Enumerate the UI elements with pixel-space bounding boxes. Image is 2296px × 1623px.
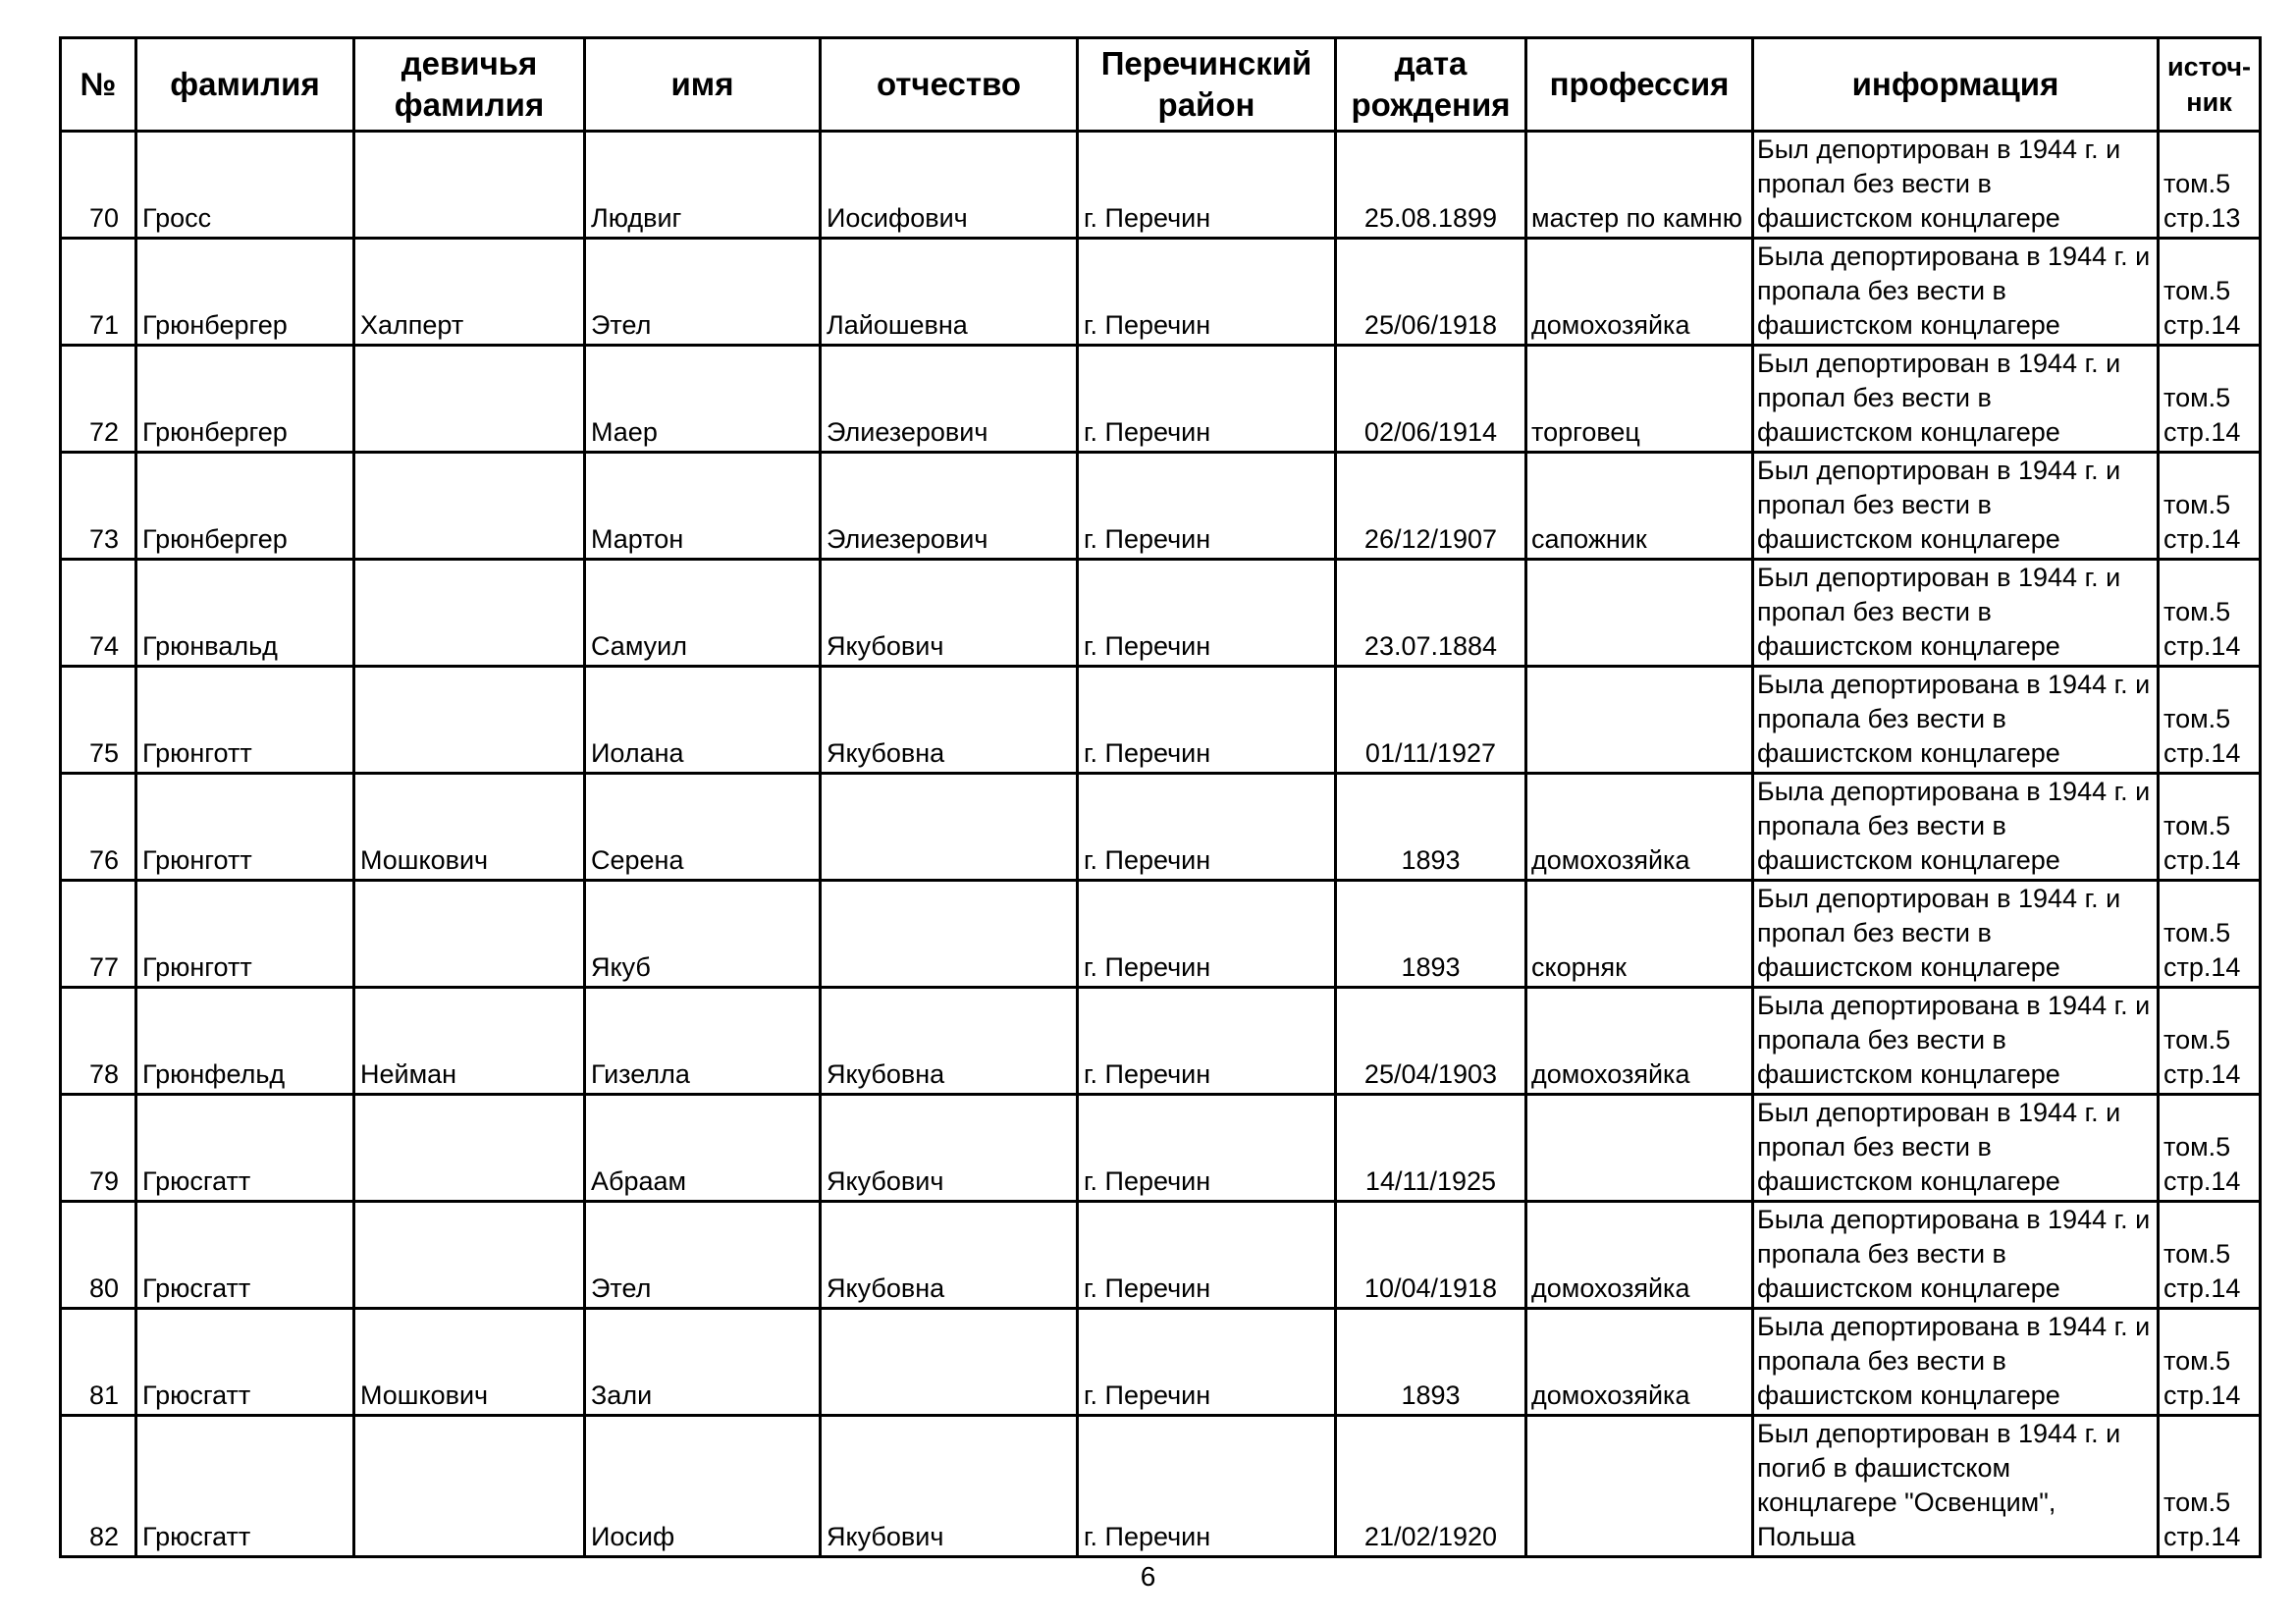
source-page: стр.14 — [2163, 524, 2241, 554]
header-maiden-line2: фамилия — [394, 86, 545, 123]
cell-patronymic — [821, 881, 1078, 988]
cell-patronymic: Иосифович — [821, 132, 1078, 239]
cell-patronymic: Элиезерович — [821, 346, 1078, 453]
header-district-line1: Перечинский — [1100, 45, 1312, 81]
source-volume: том.5 — [2163, 597, 2231, 626]
cell-district: г. Перечин — [1078, 988, 1336, 1095]
table-row — [61, 132, 2261, 239]
source-volume: том.5 — [2163, 704, 2231, 733]
table-row — [61, 881, 2261, 988]
source-volume: том.5 — [2163, 1239, 2231, 1269]
source-page: стр.14 — [2163, 310, 2241, 340]
cell-maiden-name — [354, 560, 585, 667]
cell-name: Людвиг — [585, 132, 821, 239]
cell-profession: домохозяйка — [1526, 988, 1753, 1095]
source-volume: том.5 — [2163, 276, 2231, 305]
cell-profession — [1526, 560, 1753, 667]
cell-information: Был депортирован в 1944 г. и пропал без вести в фашистском концлагере — [1753, 132, 2159, 239]
cell-district: г. Перечин — [1078, 132, 1336, 239]
cell-birth-date: 25/04/1903 — [1336, 988, 1526, 1095]
cell-information: Была депортирована в 1944 г. и пропала без вести в фашистском концлагере — [1753, 1309, 2159, 1416]
cell-district: г. Перечин — [1078, 346, 1336, 453]
cell-maiden-name — [354, 1202, 585, 1309]
cell-birth-date: 01/11/1927 — [1336, 667, 1526, 774]
cell-name: Этел — [585, 1202, 821, 1309]
table-row — [61, 1202, 2261, 1309]
cell-district: г. Перечин — [1078, 453, 1336, 560]
cell-birth-date: 21/02/1920 — [1336, 1416, 1526, 1557]
cell-source — [2159, 667, 2261, 774]
cell-patronymic: Якубовна — [821, 667, 1078, 774]
cell-maiden-name: Халперт — [354, 239, 585, 346]
cell-source — [2159, 239, 2261, 346]
cell-information: Была депортирована в 1944 г. и пропала без вести в фашистском концлагере — [1753, 239, 2159, 346]
header-source — [2159, 38, 2261, 132]
cell-birth-date: 23.07.1884 — [1336, 560, 1526, 667]
cell-num: 82 — [61, 1416, 136, 1557]
cell-surname: Грюнвальд — [136, 560, 354, 667]
cell-source — [2159, 132, 2261, 239]
cell-maiden-name — [354, 881, 585, 988]
cell-source — [2159, 1095, 2261, 1202]
cell-num: 81 — [61, 1309, 136, 1416]
cell-name: Иосиф — [585, 1416, 821, 1557]
cell-num: 72 — [61, 346, 136, 453]
header-source-line2: ник — [2186, 87, 2232, 117]
header-row — [61, 38, 2261, 132]
cell-birth-date: 02/06/1914 — [1336, 346, 1526, 453]
cell-num: 70 — [61, 132, 136, 239]
cell-surname: Грюнбергер — [136, 346, 354, 453]
cell-profession: сапожник — [1526, 453, 1753, 560]
cell-name: Серена — [585, 774, 821, 881]
cell-information: Была депортирована в 1944 г. и пропала без вести в фашистском концлагере — [1753, 667, 2159, 774]
cell-patronymic: Элиезерович — [821, 453, 1078, 560]
cell-profession: домохозяйка — [1526, 1202, 1753, 1309]
cell-surname: Грюсгатт — [136, 1095, 354, 1202]
cell-patronymic: Якубовна — [821, 1202, 1078, 1309]
source-volume: том.5 — [2163, 169, 2231, 198]
source-page: стр.14 — [2163, 952, 2241, 982]
cell-information: Был депортирован в 1944 г. и пропал без вести в фашистском концлагере — [1753, 881, 2159, 988]
cell-information: Был депортирован в 1944 г. и пропал без вести в фашистском концлагере — [1753, 453, 2159, 560]
cell-profession — [1526, 1095, 1753, 1202]
source-page: стр.14 — [2163, 845, 2241, 875]
table-row — [61, 988, 2261, 1095]
cell-name: Маер — [585, 346, 821, 453]
cell-maiden-name — [354, 453, 585, 560]
header-patronymic: отчество — [821, 38, 1078, 132]
header-profession: профессия — [1526, 38, 1753, 132]
cell-profession: торговец — [1526, 346, 1753, 453]
cell-district: г. Перечин — [1078, 239, 1336, 346]
table-row — [61, 667, 2261, 774]
cell-birth-date: 14/11/1925 — [1336, 1095, 1526, 1202]
cell-information: Был депортирован в 1944 г. и погиб в фашистском концлагере "Освенцим", Польша — [1753, 1416, 2159, 1557]
cell-surname: Грюнбергер — [136, 239, 354, 346]
cell-information: Была депортирована в 1944 г. и пропала без вести в фашистском концлагере — [1753, 1202, 2159, 1309]
cell-maiden-name: Мошкович — [354, 1309, 585, 1416]
source-volume: том.5 — [2163, 1025, 2231, 1055]
cell-birth-date: 25.08.1899 — [1336, 132, 1526, 239]
cell-surname: Грюнготт — [136, 667, 354, 774]
source-page: стр.14 — [2163, 738, 2241, 768]
source-page: стр.14 — [2163, 1166, 2241, 1196]
source-volume: том.5 — [2163, 490, 2231, 519]
cell-district: г. Перечин — [1078, 667, 1336, 774]
cell-maiden-name: Нейман — [354, 988, 585, 1095]
cell-profession: домохозяйка — [1526, 774, 1753, 881]
cell-birth-date: 10/04/1918 — [1336, 1202, 1526, 1309]
cell-patronymic: Якубович — [821, 560, 1078, 667]
victims-table — [59, 36, 2262, 1558]
cell-patronymic: Лайошевна — [821, 239, 1078, 346]
cell-source — [2159, 560, 2261, 667]
source-page: стр.14 — [2163, 1380, 2241, 1410]
cell-name: Якуб — [585, 881, 821, 988]
cell-name: Зали — [585, 1309, 821, 1416]
cell-maiden-name — [354, 346, 585, 453]
cell-district: г. Перечин — [1078, 774, 1336, 881]
cell-source — [2159, 774, 2261, 881]
cell-name: Этел — [585, 239, 821, 346]
table-row — [61, 239, 2261, 346]
cell-num: 77 — [61, 881, 136, 988]
cell-name: Иолана — [585, 667, 821, 774]
source-page: стр.14 — [2163, 631, 2241, 661]
cell-profession: домохозяйка — [1526, 239, 1753, 346]
page-number: 6 — [1140, 1561, 1156, 1592]
cell-surname: Грюнфельд — [136, 988, 354, 1095]
cell-num: 75 — [61, 667, 136, 774]
source-volume: том.5 — [2163, 1132, 2231, 1162]
table-row — [61, 1309, 2261, 1416]
header-surname: фамилия — [136, 38, 354, 132]
cell-maiden-name — [354, 132, 585, 239]
cell-information: Была депортирована в 1944 г. и пропала без вести в фашистском концлагере — [1753, 988, 2159, 1095]
header-information: информация — [1753, 38, 2159, 132]
cell-source — [2159, 988, 2261, 1095]
cell-num: 78 — [61, 988, 136, 1095]
header-maiden-line1: девичья — [400, 45, 538, 81]
cell-source — [2159, 881, 2261, 988]
cell-source — [2159, 1416, 2261, 1557]
cell-name: Мартон — [585, 453, 821, 560]
cell-birth-date: 26/12/1907 — [1336, 453, 1526, 560]
cell-maiden-name: Мошкович — [354, 774, 585, 881]
cell-name: Самуил — [585, 560, 821, 667]
cell-patronymic — [821, 1309, 1078, 1416]
cell-name: Абраам — [585, 1095, 821, 1202]
cell-num: 79 — [61, 1095, 136, 1202]
cell-district: г. Перечин — [1078, 1095, 1336, 1202]
cell-num: 71 — [61, 239, 136, 346]
cell-patronymic: Якубович — [821, 1416, 1078, 1557]
table-row — [61, 346, 2261, 453]
cell-patronymic: Якубович — [821, 1095, 1078, 1202]
cell-maiden-name — [354, 667, 585, 774]
cell-surname: Грюсгатт — [136, 1309, 354, 1416]
cell-maiden-name — [354, 1095, 585, 1202]
cell-surname: Грюсгатт — [136, 1202, 354, 1309]
source-volume: том.5 — [2163, 918, 2231, 947]
cell-profession: скорняк — [1526, 881, 1753, 988]
cell-profession — [1526, 1416, 1753, 1557]
cell-information: Был депортирован в 1944 г. и пропал без вести в фашистском концлагере — [1753, 560, 2159, 667]
cell-profession — [1526, 667, 1753, 774]
table-row — [61, 560, 2261, 667]
cell-district: г. Перечин — [1078, 1309, 1336, 1416]
cell-profession: мастер по камню — [1526, 132, 1753, 239]
source-page: стр.14 — [2163, 1059, 2241, 1089]
table-row — [61, 774, 2261, 881]
cell-birth-date: 1893 — [1336, 881, 1526, 988]
cell-surname: Грюсгатт — [136, 1416, 354, 1557]
cell-district: г. Перечин — [1078, 560, 1336, 667]
header-source-line1: источ- — [2167, 52, 2251, 81]
header-district — [1078, 38, 1336, 132]
header-num: № — [61, 38, 136, 132]
cell-source — [2159, 1309, 2261, 1416]
header-district-line2: район — [1157, 86, 1255, 123]
table-row — [61, 453, 2261, 560]
source-page: стр.14 — [2163, 417, 2241, 447]
cell-source — [2159, 453, 2261, 560]
cell-patronymic — [821, 774, 1078, 881]
cell-num: 74 — [61, 560, 136, 667]
cell-source — [2159, 1202, 2261, 1309]
header-name: имя — [585, 38, 821, 132]
cell-surname: Гросс — [136, 132, 354, 239]
cell-num: 73 — [61, 453, 136, 560]
header-birth-line1: дата — [1394, 45, 1468, 81]
cell-information: Был депортирован в 1944 г. и пропал без вести в фашистском концлагере — [1753, 346, 2159, 453]
source-page: стр.13 — [2163, 203, 2241, 233]
cell-birth-date: 1893 — [1336, 774, 1526, 881]
header-birth-date — [1336, 38, 1526, 132]
source-volume: том.5 — [2163, 811, 2231, 840]
cell-surname: Грюнготт — [136, 881, 354, 988]
source-volume: том.5 — [2163, 1346, 2231, 1376]
cell-district: г. Перечин — [1078, 881, 1336, 988]
table-row — [61, 1095, 2261, 1202]
cell-information: Был депортирован в 1944 г. и пропал без вести в фашистском концлагере — [1753, 1095, 2159, 1202]
table-row — [61, 1416, 2261, 1557]
cell-district: г. Перечин — [1078, 1202, 1336, 1309]
cell-birth-date: 1893 — [1336, 1309, 1526, 1416]
cell-num: 80 — [61, 1202, 136, 1309]
cell-profession: домохозяйка — [1526, 1309, 1753, 1416]
cell-source — [2159, 346, 2261, 453]
cell-information: Была депортирована в 1944 г. и пропала без вести в фашистском концлагере — [1753, 774, 2159, 881]
cell-num: 76 — [61, 774, 136, 881]
cell-birth-date: 25/06/1918 — [1336, 239, 1526, 346]
cell-surname: Грюнбергер — [136, 453, 354, 560]
source-page: стр.14 — [2163, 1273, 2241, 1303]
cell-maiden-name — [354, 1416, 585, 1557]
cell-surname: Грюнготт — [136, 774, 354, 881]
header-maiden-name — [354, 38, 585, 132]
source-volume: том.5 — [2163, 383, 2231, 412]
cell-district: г. Перечин — [1078, 1416, 1336, 1557]
source-volume: том.5 — [2163, 1488, 2231, 1517]
header-birth-line2: рождения — [1351, 86, 1511, 123]
source-page: стр.14 — [2163, 1522, 2241, 1551]
cell-name: Гизелла — [585, 988, 821, 1095]
cell-patronymic: Якубовна — [821, 988, 1078, 1095]
